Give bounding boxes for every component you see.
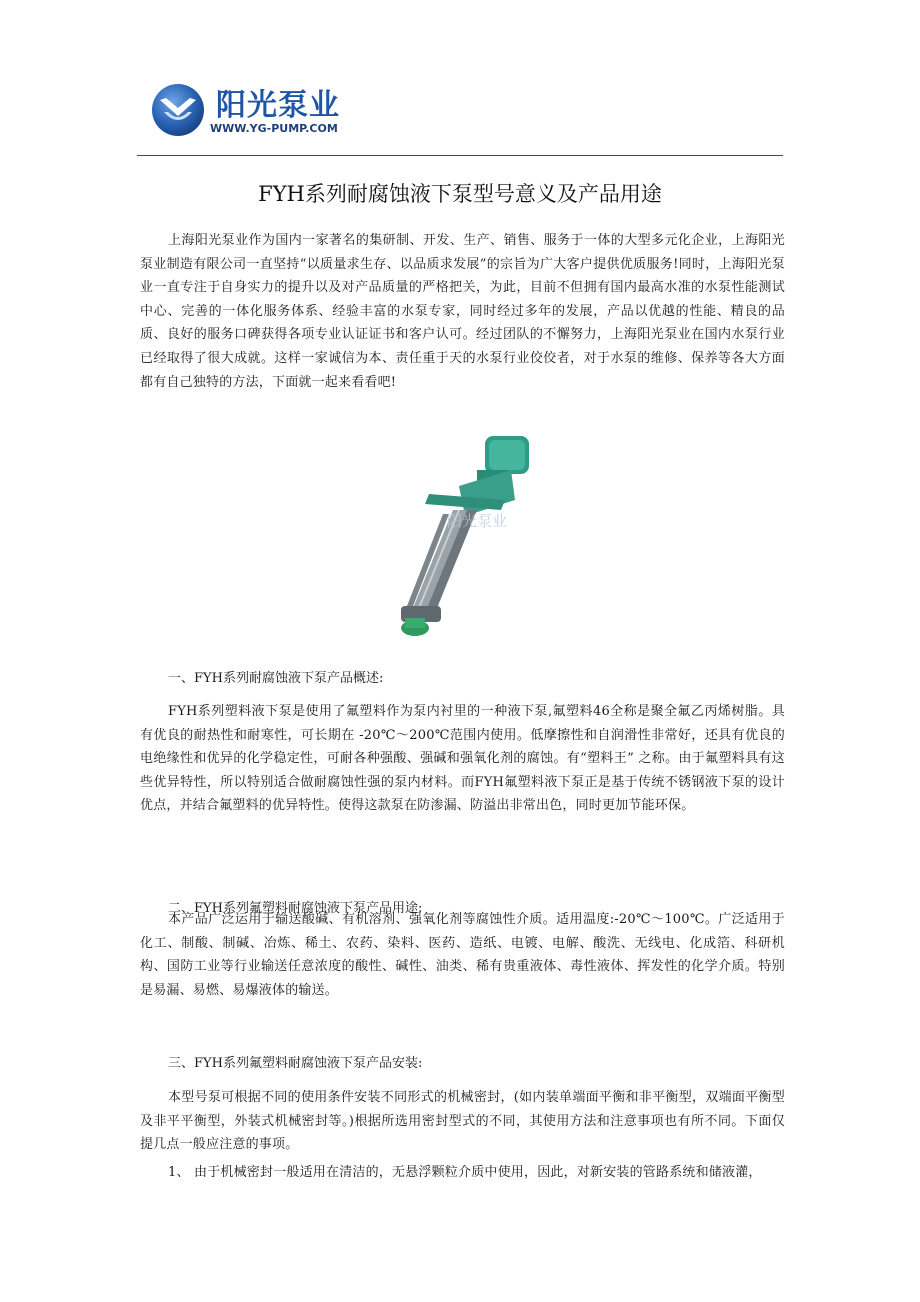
section-heading-overview: 一、FYH系列耐腐蚀液下泵产品概述: <box>168 671 384 686</box>
header-divider <box>137 155 783 156</box>
pump-product-image <box>355 430 565 640</box>
yg-pump-logo-icon <box>150 82 206 138</box>
installation-item-1: 1、 由于机械密封一般适用在清洁的，无悬浮颗粒介质中使用，因此，对新安装的管路系统和储液灌， <box>168 1165 762 1180</box>
section-usage-body: 本产品广泛运用于输送酸碱、有机溶剂、强氧化剂等腐蚀性介质。适用温度:-20℃～100℃。广泛适用于化工、制酸、制碱、冶炼、稀土、农药、染料、医药、造纸、电镀、电解、酸洗、无线电、化成箔、科研机构、国防工业等行业输送任意浓度的酸性、碱性、油类、稀有贵重液体、毒性液体、挥发性的化学介质。特别是易漏、易燃、易爆液体的输送。 <box>140 912 785 998</box>
section-heading-usage: 二、FYH系列氟塑料耐腐蚀液下泵产品用途: <box>168 901 423 916</box>
section-overview-body: FYH系列塑料液下泵是使用了氟塑料作为泵内衬里的一种液下泵,氟塑料46全称是聚全氟乙丙烯树脂。具有优良的耐热性和耐寒性，可长期在 -20℃～200℃范围内使用。低摩擦性和自润滑性非常好，还具有优良的电绝缘性和优异的化学稳定性，可耐各种强酸、强碱和强氧化剂的腐蚀。有“塑料王” 之称。由于氟塑料具有这些优异特性，所以特别适合做耐腐蚀性强的泵内材料。而FYH氟塑料液下泵正是基于传统不锈钢液下泵的设计优点，并结合氟塑料的优异特性。使得这款泵在防渗漏、防溢出非常出色，同时更加节能环保。 <box>140 704 785 814</box>
intro-paragraph: 上海阳光泵业作为国内一家著名的集研制、开发、生产、销售、服务于一体的大型多元化企业，上海阳光泵业制造有限公司一直坚持“以质量求生存、以品质求发展”的宗旨为广大客户提供优质服务!同时，上海阳光泵业一直专注于自身实力的提升以及对产品质量的严格把关，为此，目前不但拥有国内最高水准的水泵性能测试中心、完善的一体化服务体系、经验丰富的水泵专家，同时经过多年的发展，产品以优越的性能、精良的品质、良好的服务口碑获得各项专业认证证书和客户认可。经过团队的不懈努力，上海阳光泵业在国内水泵行业已经取得了很大成就。这样一家诚信为本、责任重于天的水泵行业佼佼者，对于水泵的维修、保养等各大方面都有自己独特的方法，下面就一起来看看吧! <box>140 233 785 390</box>
section-installation-body: 本型号泵可根据不同的使用条件安装不同形式的机械密封，(如内装单端面平衡和非平衡型，双端面平衡型及非平平衡型，外装式机械密封等。)根据所选用密封型式的不同，其使用方法和注意事项也有所不同。下面仅提几点一般应注意的事项。 <box>140 1090 785 1153</box>
section-heading-installation: 三、FYH系列氟塑料耐腐蚀液下泵产品安装: <box>168 1056 423 1071</box>
brand-url: WWW.YG-PUMP.COM <box>210 122 338 135</box>
brand-logo <box>150 78 360 148</box>
image-watermark: 阳光泵业 <box>447 512 508 530</box>
brand-name: 阳光泵业 <box>216 88 340 123</box>
page-title: FYH系列耐腐蚀液下泵型号意义及产品用途 <box>258 182 662 206</box>
